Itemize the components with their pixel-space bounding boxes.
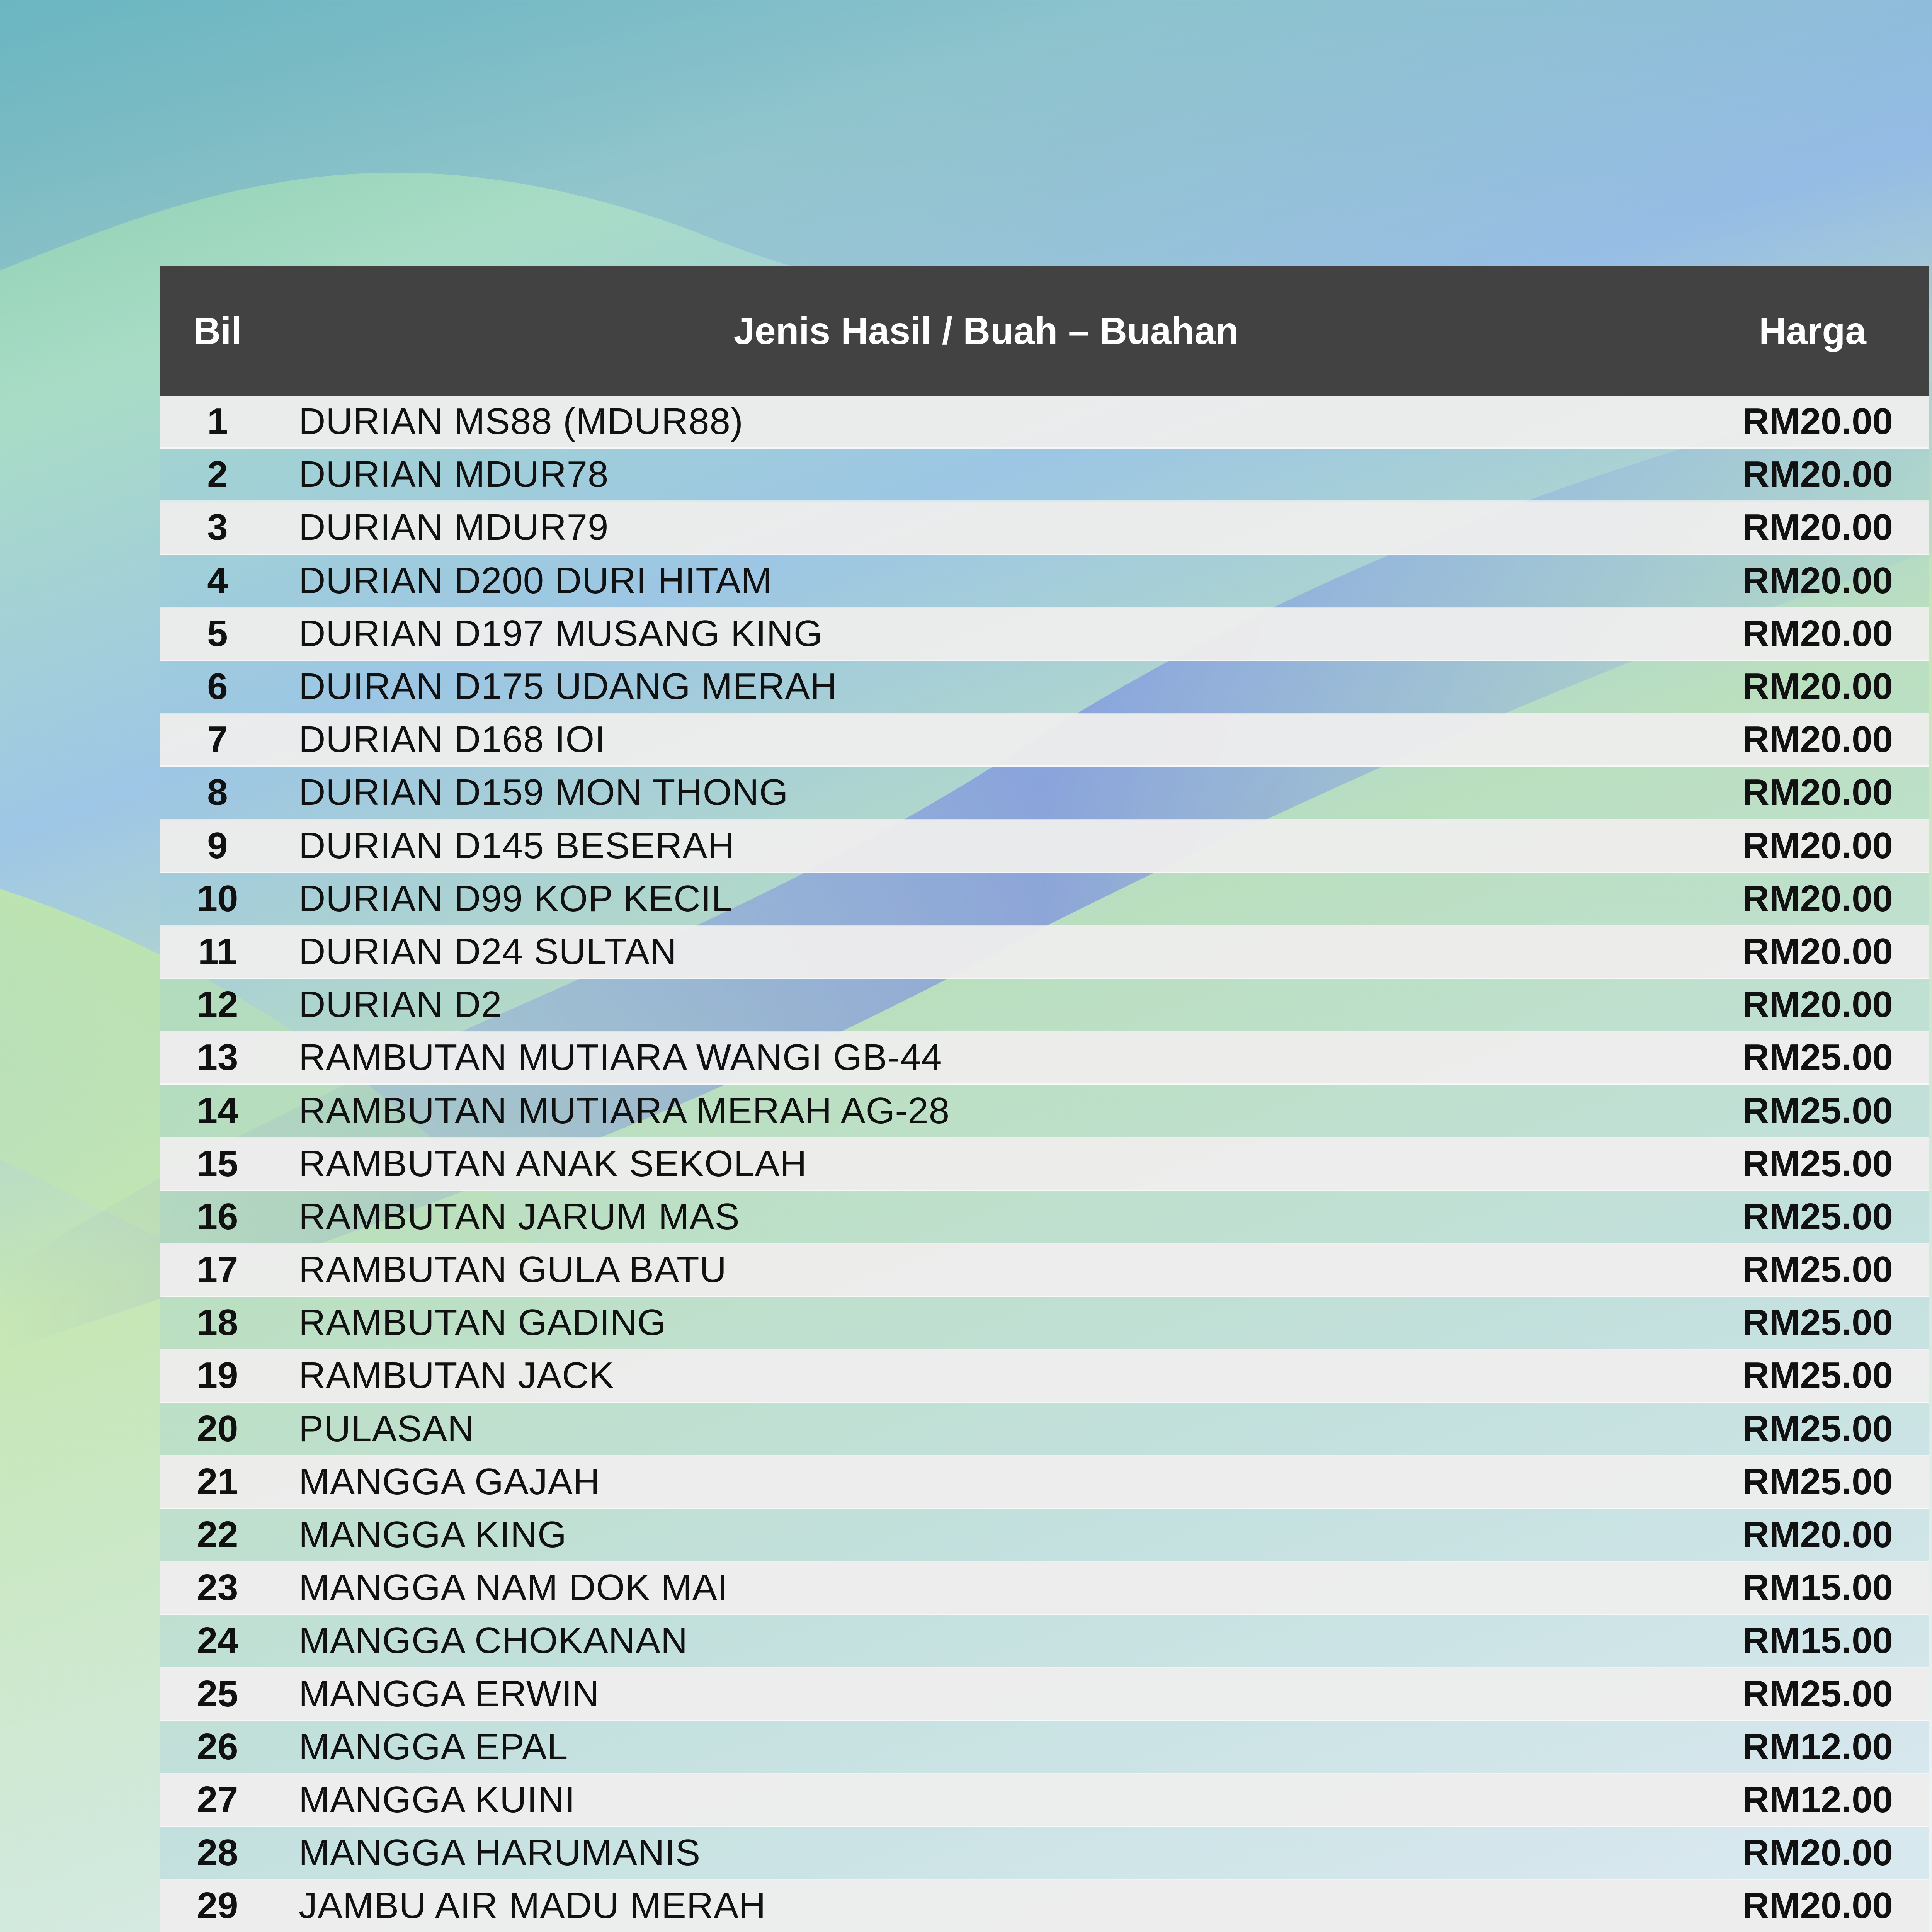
row-name: DURIAN MS88 (MDUR88) [299, 401, 743, 442]
row-bil: 17 [197, 1249, 238, 1291]
row-bil: 19 [197, 1355, 238, 1396]
row-bil: 25 [197, 1673, 238, 1714]
row-price: RM20.00 [1742, 666, 1893, 707]
row-price: RM25.00 [1742, 1196, 1893, 1237]
row-price: RM15.00 [1742, 1567, 1893, 1609]
row-name: MANGGA GAJAH [299, 1461, 600, 1502]
row-bil: 18 [197, 1302, 238, 1344]
row-price: RM20.00 [1742, 878, 1893, 919]
table-row [160, 1562, 1929, 1615]
row-price: RM25.00 [1742, 1302, 1893, 1344]
row-price: RM25.00 [1742, 1090, 1893, 1131]
table-row [160, 1774, 1929, 1827]
row-bil: 14 [197, 1090, 238, 1131]
table-row [160, 1668, 1929, 1721]
row-name: JAMBU AIR MADU MERAH [299, 1885, 766, 1927]
row-bil: 15 [197, 1143, 238, 1184]
row-name: RAMBUTAN JARUM MAS [299, 1196, 740, 1237]
row-name: DURIAN D168 IOI [299, 719, 605, 760]
table-row [160, 396, 1929, 449]
row-bil: 26 [197, 1726, 238, 1767]
row-price: RM25.00 [1742, 1673, 1893, 1714]
row-price: RM20.00 [1742, 454, 1893, 495]
row-price: RM20.00 [1742, 560, 1893, 601]
row-name: DURIAN MDUR78 [299, 454, 609, 495]
table-row [160, 873, 1929, 926]
row-price: RM20.00 [1742, 1885, 1893, 1927]
table-row [160, 926, 1929, 979]
table-row [160, 1138, 1929, 1191]
table-row [160, 1032, 1929, 1085]
row-bil: 10 [197, 878, 238, 919]
table-row [160, 502, 1929, 554]
row-bil: 27 [197, 1779, 238, 1820]
row-price: RM20.00 [1742, 719, 1893, 760]
row-price: RM20.00 [1742, 507, 1893, 548]
row-price: RM20.00 [1742, 930, 1893, 972]
row-bil: 21 [197, 1461, 238, 1502]
row-name: RAMBUTAN GULA BATU [299, 1249, 727, 1291]
row-bil: 2 [207, 454, 228, 495]
row-name: DURIAN D159 MON THONG [299, 772, 789, 813]
row-name: DURIAN D197 MUSANG KING [299, 612, 823, 654]
row-name: RAMBUTAN MUTIARA MERAH AG-28 [299, 1090, 950, 1131]
row-bil: 24 [197, 1620, 238, 1662]
row-price: RM20.00 [1742, 401, 1893, 442]
table-row [160, 1244, 1929, 1297]
header-price: Harga [1759, 309, 1866, 352]
row-price: RM20.00 [1742, 612, 1893, 654]
row-bil: 9 [207, 825, 228, 866]
row-price: RM12.00 [1742, 1726, 1893, 1767]
table-row [160, 449, 1929, 502]
row-bil: 28 [197, 1832, 238, 1874]
row-bil: 3 [207, 507, 228, 548]
table-row [160, 1403, 1929, 1456]
row-bil: 16 [197, 1196, 238, 1237]
table-row [160, 1509, 1929, 1562]
row-price: RM25.00 [1742, 1461, 1893, 1502]
table-row [160, 1350, 1929, 1403]
table-body [160, 396, 1929, 1932]
header-name: Jenis Hasil / Buah – Buahan [733, 309, 1239, 352]
row-price: RM25.00 [1742, 1355, 1893, 1396]
row-bil: 4 [207, 560, 228, 601]
row-price: RM15.00 [1742, 1620, 1893, 1662]
row-price: RM12.00 [1742, 1779, 1893, 1820]
row-price: RM20.00 [1742, 1832, 1893, 1874]
row-name: RAMBUTAN GADING [299, 1302, 667, 1344]
table-row [160, 1880, 1929, 1932]
row-name: DURIAN D200 DURI HITAM [299, 560, 772, 601]
table-row [160, 1721, 1929, 1774]
table-row [160, 1085, 1929, 1138]
row-bil: 12 [197, 984, 238, 1026]
row-price: RM25.00 [1742, 1408, 1893, 1449]
row-name: DURIAN D99 KOP KECIL [299, 878, 733, 919]
row-name: MANGGA CHOKANAN [299, 1620, 688, 1662]
row-name: MANGGA KING [299, 1514, 567, 1556]
table-row [160, 555, 1929, 608]
table-row [160, 767, 1929, 820]
row-name: DURIAN D2 [299, 984, 502, 1026]
row-name: PULASAN [299, 1408, 475, 1449]
row-name: MANGGA ERWIN [299, 1673, 600, 1714]
row-name: DUIRAN D175 UDANG MERAH [299, 666, 837, 707]
table-row [160, 1827, 1929, 1880]
table-row [160, 1615, 1929, 1668]
row-bil: 22 [197, 1514, 238, 1556]
row-bil: 29 [197, 1885, 238, 1927]
row-bil: 1 [207, 401, 228, 442]
header-bil: Bil [193, 309, 242, 352]
table-header [160, 266, 1929, 396]
row-name: RAMBUTAN ANAK SEKOLAH [299, 1143, 807, 1184]
row-price: RM25.00 [1742, 1143, 1893, 1184]
row-price: RM25.00 [1742, 1037, 1893, 1078]
row-name: DURIAN D145 BESERAH [299, 825, 735, 866]
row-name: MANGGA EPAL [299, 1726, 568, 1767]
row-name: MANGGA HARUMANIS [299, 1832, 701, 1874]
table-row [160, 661, 1929, 714]
row-price: RM20.00 [1742, 825, 1893, 866]
row-bil: 11 [198, 930, 237, 972]
row-name: DURIAN D24 SULTAN [299, 930, 677, 972]
row-bil: 23 [197, 1567, 238, 1609]
row-price: RM20.00 [1742, 984, 1893, 1026]
row-bil: 20 [197, 1408, 238, 1449]
row-name: RAMBUTAN MUTIARA WANGI GB-44 [299, 1037, 942, 1078]
table-row [160, 608, 1929, 661]
table-row [160, 1191, 1929, 1244]
row-bil: 6 [207, 666, 228, 707]
row-name: RAMBUTAN JACK [299, 1355, 614, 1396]
row-bil: 7 [207, 719, 228, 760]
table-row [160, 979, 1929, 1032]
row-bil: 5 [207, 612, 228, 654]
table-row [160, 1456, 1929, 1509]
row-price: RM20.00 [1742, 1514, 1893, 1556]
row-price: RM25.00 [1742, 1249, 1893, 1291]
row-name: MANGGA KUINI [299, 1779, 576, 1820]
row-bil: 13 [197, 1037, 238, 1078]
row-name: DURIAN MDUR79 [299, 507, 609, 548]
table-row [160, 714, 1929, 767]
row-price: RM20.00 [1742, 772, 1893, 813]
row-name: MANGGA NAM DOK MAI [299, 1567, 728, 1609]
price-table [160, 266, 1929, 1932]
row-bil: 8 [207, 772, 228, 813]
table-row [160, 820, 1929, 873]
table-row [160, 1297, 1929, 1350]
